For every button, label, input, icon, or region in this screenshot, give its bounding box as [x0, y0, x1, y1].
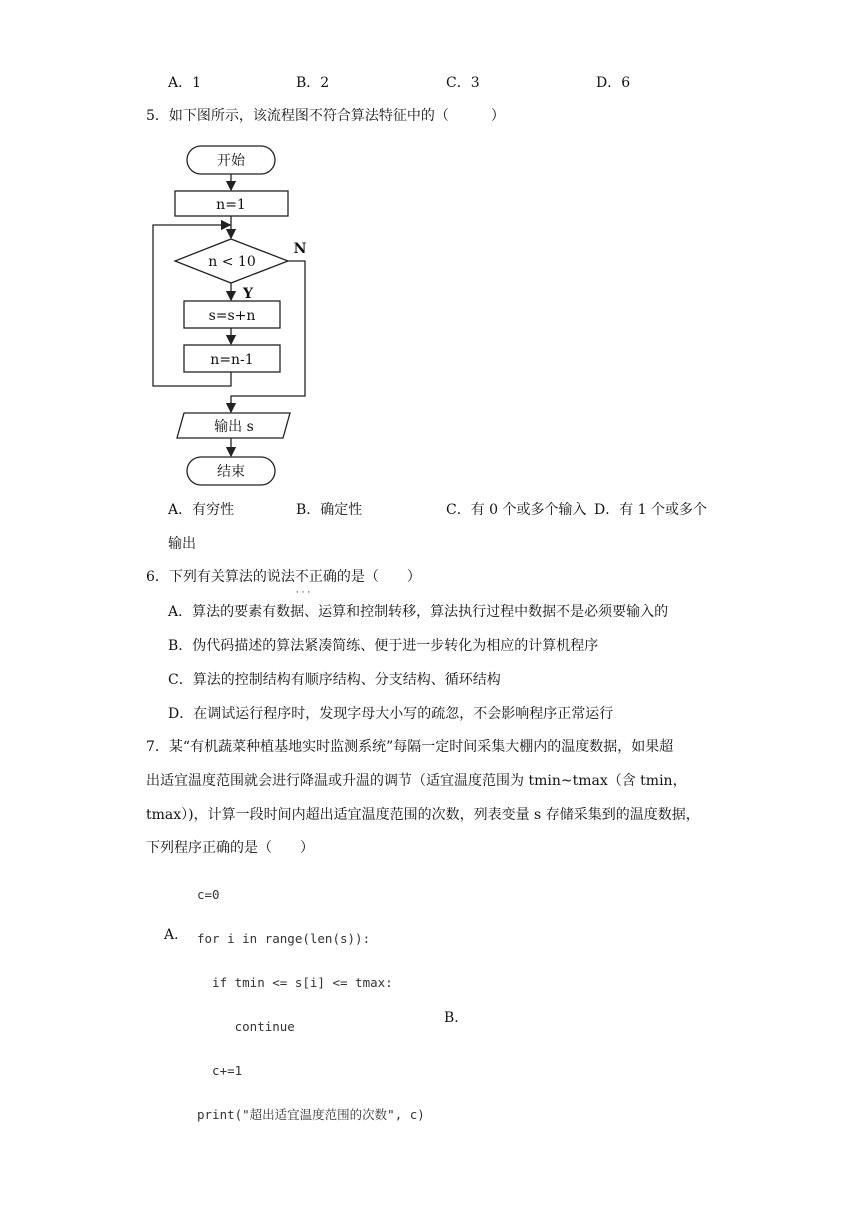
q5-option-d: D．有 1 个或多个: [594, 502, 708, 518]
q6-option-d: D．在调试运行程序时，发现字母大小写的疏忽，不会影响程序正常运行: [168, 706, 614, 722]
q6-stem-emphasis: 不正确 · · ·: [295, 569, 337, 585]
q4-option-c: C．3: [446, 75, 480, 91]
q7-stem-line-3: tmax）)，计算一段时间内超出适宜温度范围的次数，列表变量 s 存储采集到的温度数据，: [146, 807, 700, 823]
q6-option-c: C．算法的控制结构有顺序结构、分支结构、循环结构: [168, 672, 501, 688]
code-line: continue: [197, 1019, 295, 1034]
q6-stem-after: 的是（ ）: [336, 569, 421, 585]
q5-option-a: A．有穷性: [168, 502, 235, 518]
q4-option-d: D．6: [596, 75, 631, 91]
flow-yes-label: Y: [243, 286, 253, 302]
q6-stem: [146, 567, 421, 587]
q7-option-a-label: A．: [164, 927, 189, 943]
flow-step1-label: s=s+n: [208, 308, 256, 324]
flow-no-label: N: [293, 241, 307, 257]
q5-stem: 5．如下图所示，该流程图不符合算法特征中的（ ）: [146, 108, 505, 124]
q7-code-a: [197, 862, 425, 1148]
q4-option-b: B．2: [296, 75, 330, 91]
q7-stem-line-2: 出适宜温度范围就会进行降温或升温的调节（适宜温度范围为 tmin~tmax（含 tmin，: [146, 773, 687, 789]
flow-cond-label: n < 10: [208, 254, 256, 270]
q7-option-b-label: B．: [444, 1010, 469, 1026]
code-line: if tmin <= s[i] <= tmax:: [197, 975, 393, 990]
flow-start-label: 开始: [217, 153, 245, 169]
flow-init-label: n=1: [216, 197, 246, 213]
q5-option-d-continued: 输出: [168, 536, 196, 552]
q6-stem-before: 6．下列有关算法的说法: [146, 569, 295, 585]
q5-flowchart: [140, 140, 340, 490]
flow-end-label: 结束: [217, 464, 245, 480]
q7-stem-line-4: 下列程序正确的是（ ）: [146, 840, 314, 856]
q4-option-a: A．1: [168, 75, 202, 91]
flow-output-label: 输出 s: [214, 419, 254, 435]
q5-option-b: B．确定性: [296, 502, 363, 518]
code-line: for i in range(len(s)):: [197, 931, 371, 946]
code-line: c=0: [197, 887, 220, 902]
flow-step2-label: n=n-1: [210, 352, 254, 368]
q7-stem-line-1: 7．某“有机蔬菜种植基地实时监测系统”每隔一定时间采集大棚内的温度数据，如果超: [146, 739, 674, 755]
q6-option-b: B．伪代码描述的算法紧凑简练、便于进一步转化为相应的计算机程序: [168, 638, 599, 654]
code-line: print("超出适宜温度范围的次数", c): [197, 1107, 425, 1122]
code-line: c+=1: [197, 1063, 243, 1078]
q6-option-a: A．算法的要素有数据、运算和控制转移，算法执行过程中数据不是必须要输入的: [168, 604, 669, 620]
q5-option-c: C．有 0 个或多个输入: [446, 502, 587, 518]
